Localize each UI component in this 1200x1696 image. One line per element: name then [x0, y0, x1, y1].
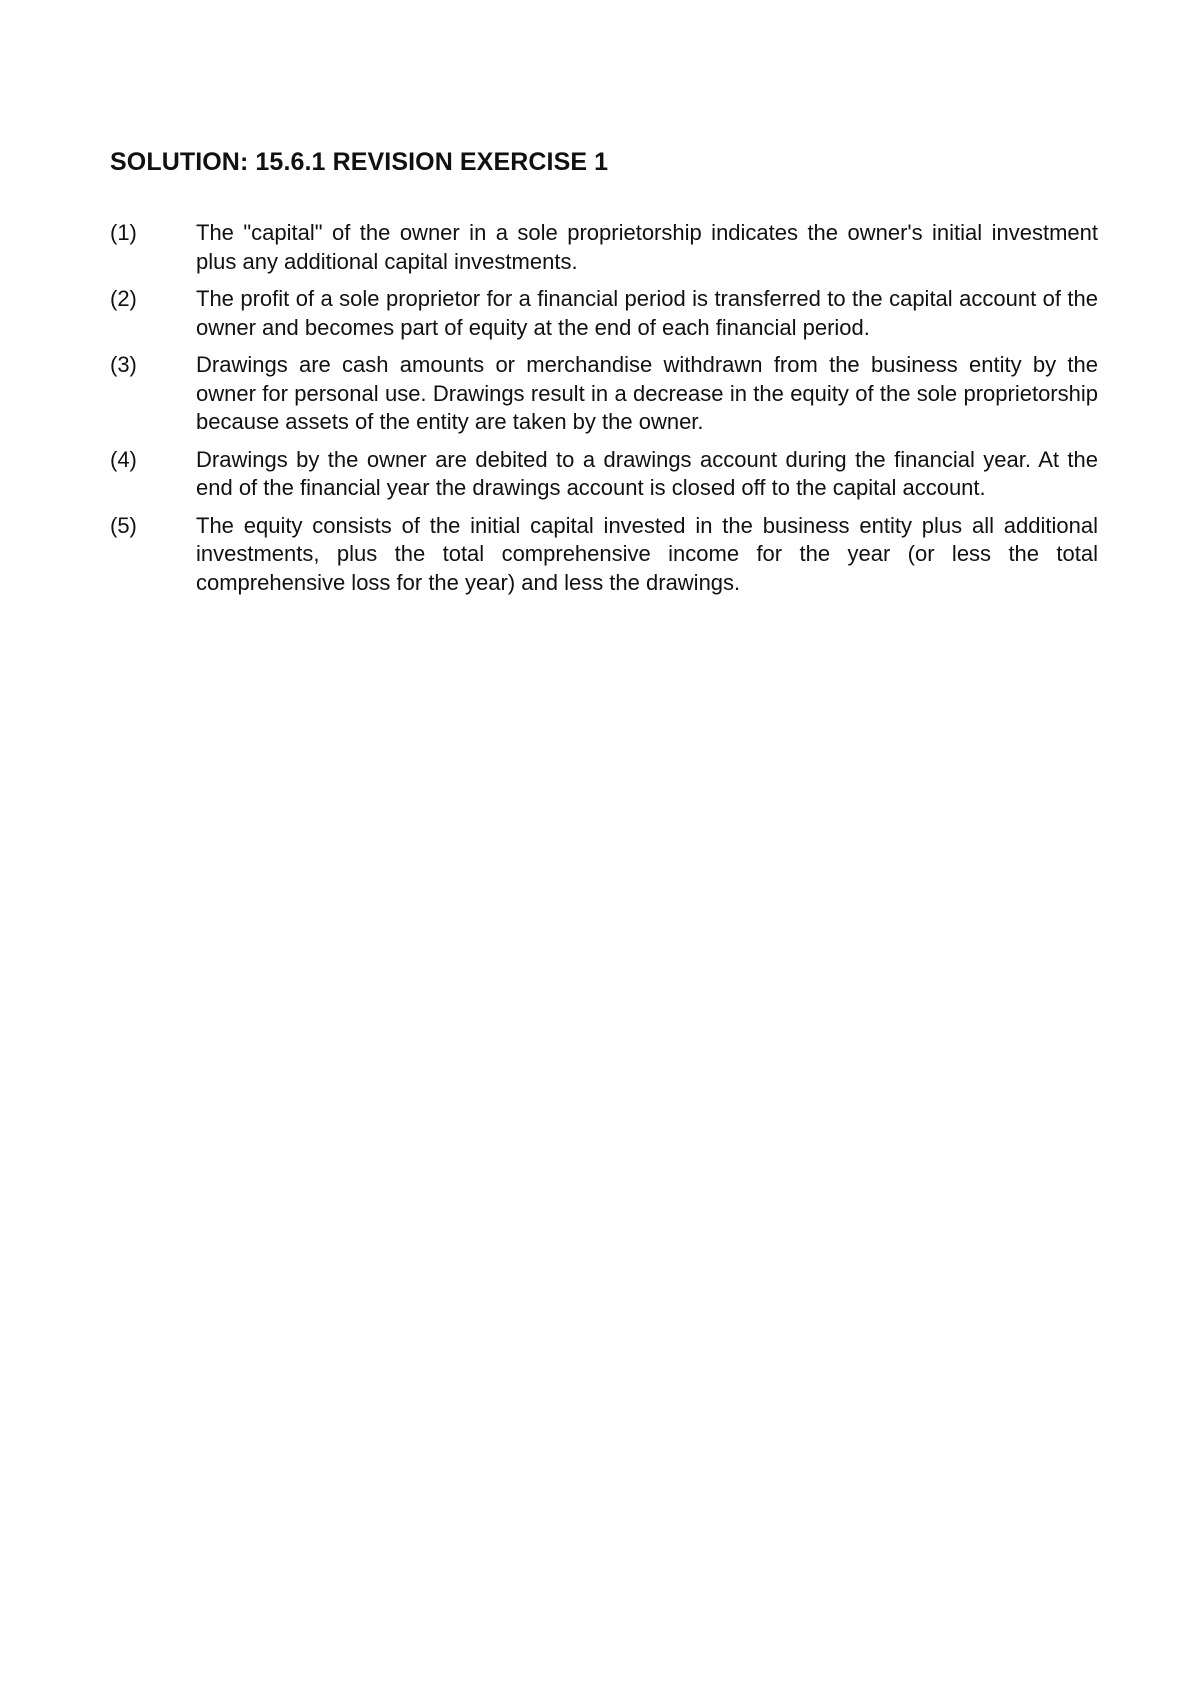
item-text: The equity consists of the initial capital invested in the business entity plus all additional investments, plus the total comprehensive income for the year (or less the total comprehensive loss for the year) and less the drawings. — [196, 512, 1098, 595]
item-text: The "capital" of the owner in a sole proprietorship indicates the owner's initial investment plus any additional capital investments. — [196, 220, 1098, 274]
item-number: (4) — [110, 446, 137, 472]
list-item — [110, 219, 1098, 276]
list-item — [110, 446, 1098, 503]
item-number: (1) — [110, 220, 137, 245]
item-text: Drawings by the owner are debited to a drawings account during the financial year. At the end of the financial year the drawings account is closed off to the capital account. — [196, 446, 1098, 500]
item-number: (3) — [110, 352, 137, 377]
item-text: Drawings are cash amounts or merchandise withdrawn from the business entity by the owner for personal use. Drawings result in a decrease in the equity of the sole proprietorship because assets of the entity are taken by the owner. — [196, 352, 1098, 434]
item-number: (2) — [110, 286, 137, 311]
list-item — [110, 351, 1098, 437]
answer-list — [110, 219, 1098, 606]
item-number: (5) — [110, 512, 137, 538]
list-item — [110, 512, 1098, 598]
list-item — [110, 285, 1098, 342]
item-text: The profit of a sole proprietor for a financial period is transferred to the capital account of the owner and becomes part of equity at the end of each financial period. — [196, 286, 1098, 340]
page-title: SOLUTION: 15.6.1 REVISION EXERCISE 1 — [110, 148, 609, 176]
